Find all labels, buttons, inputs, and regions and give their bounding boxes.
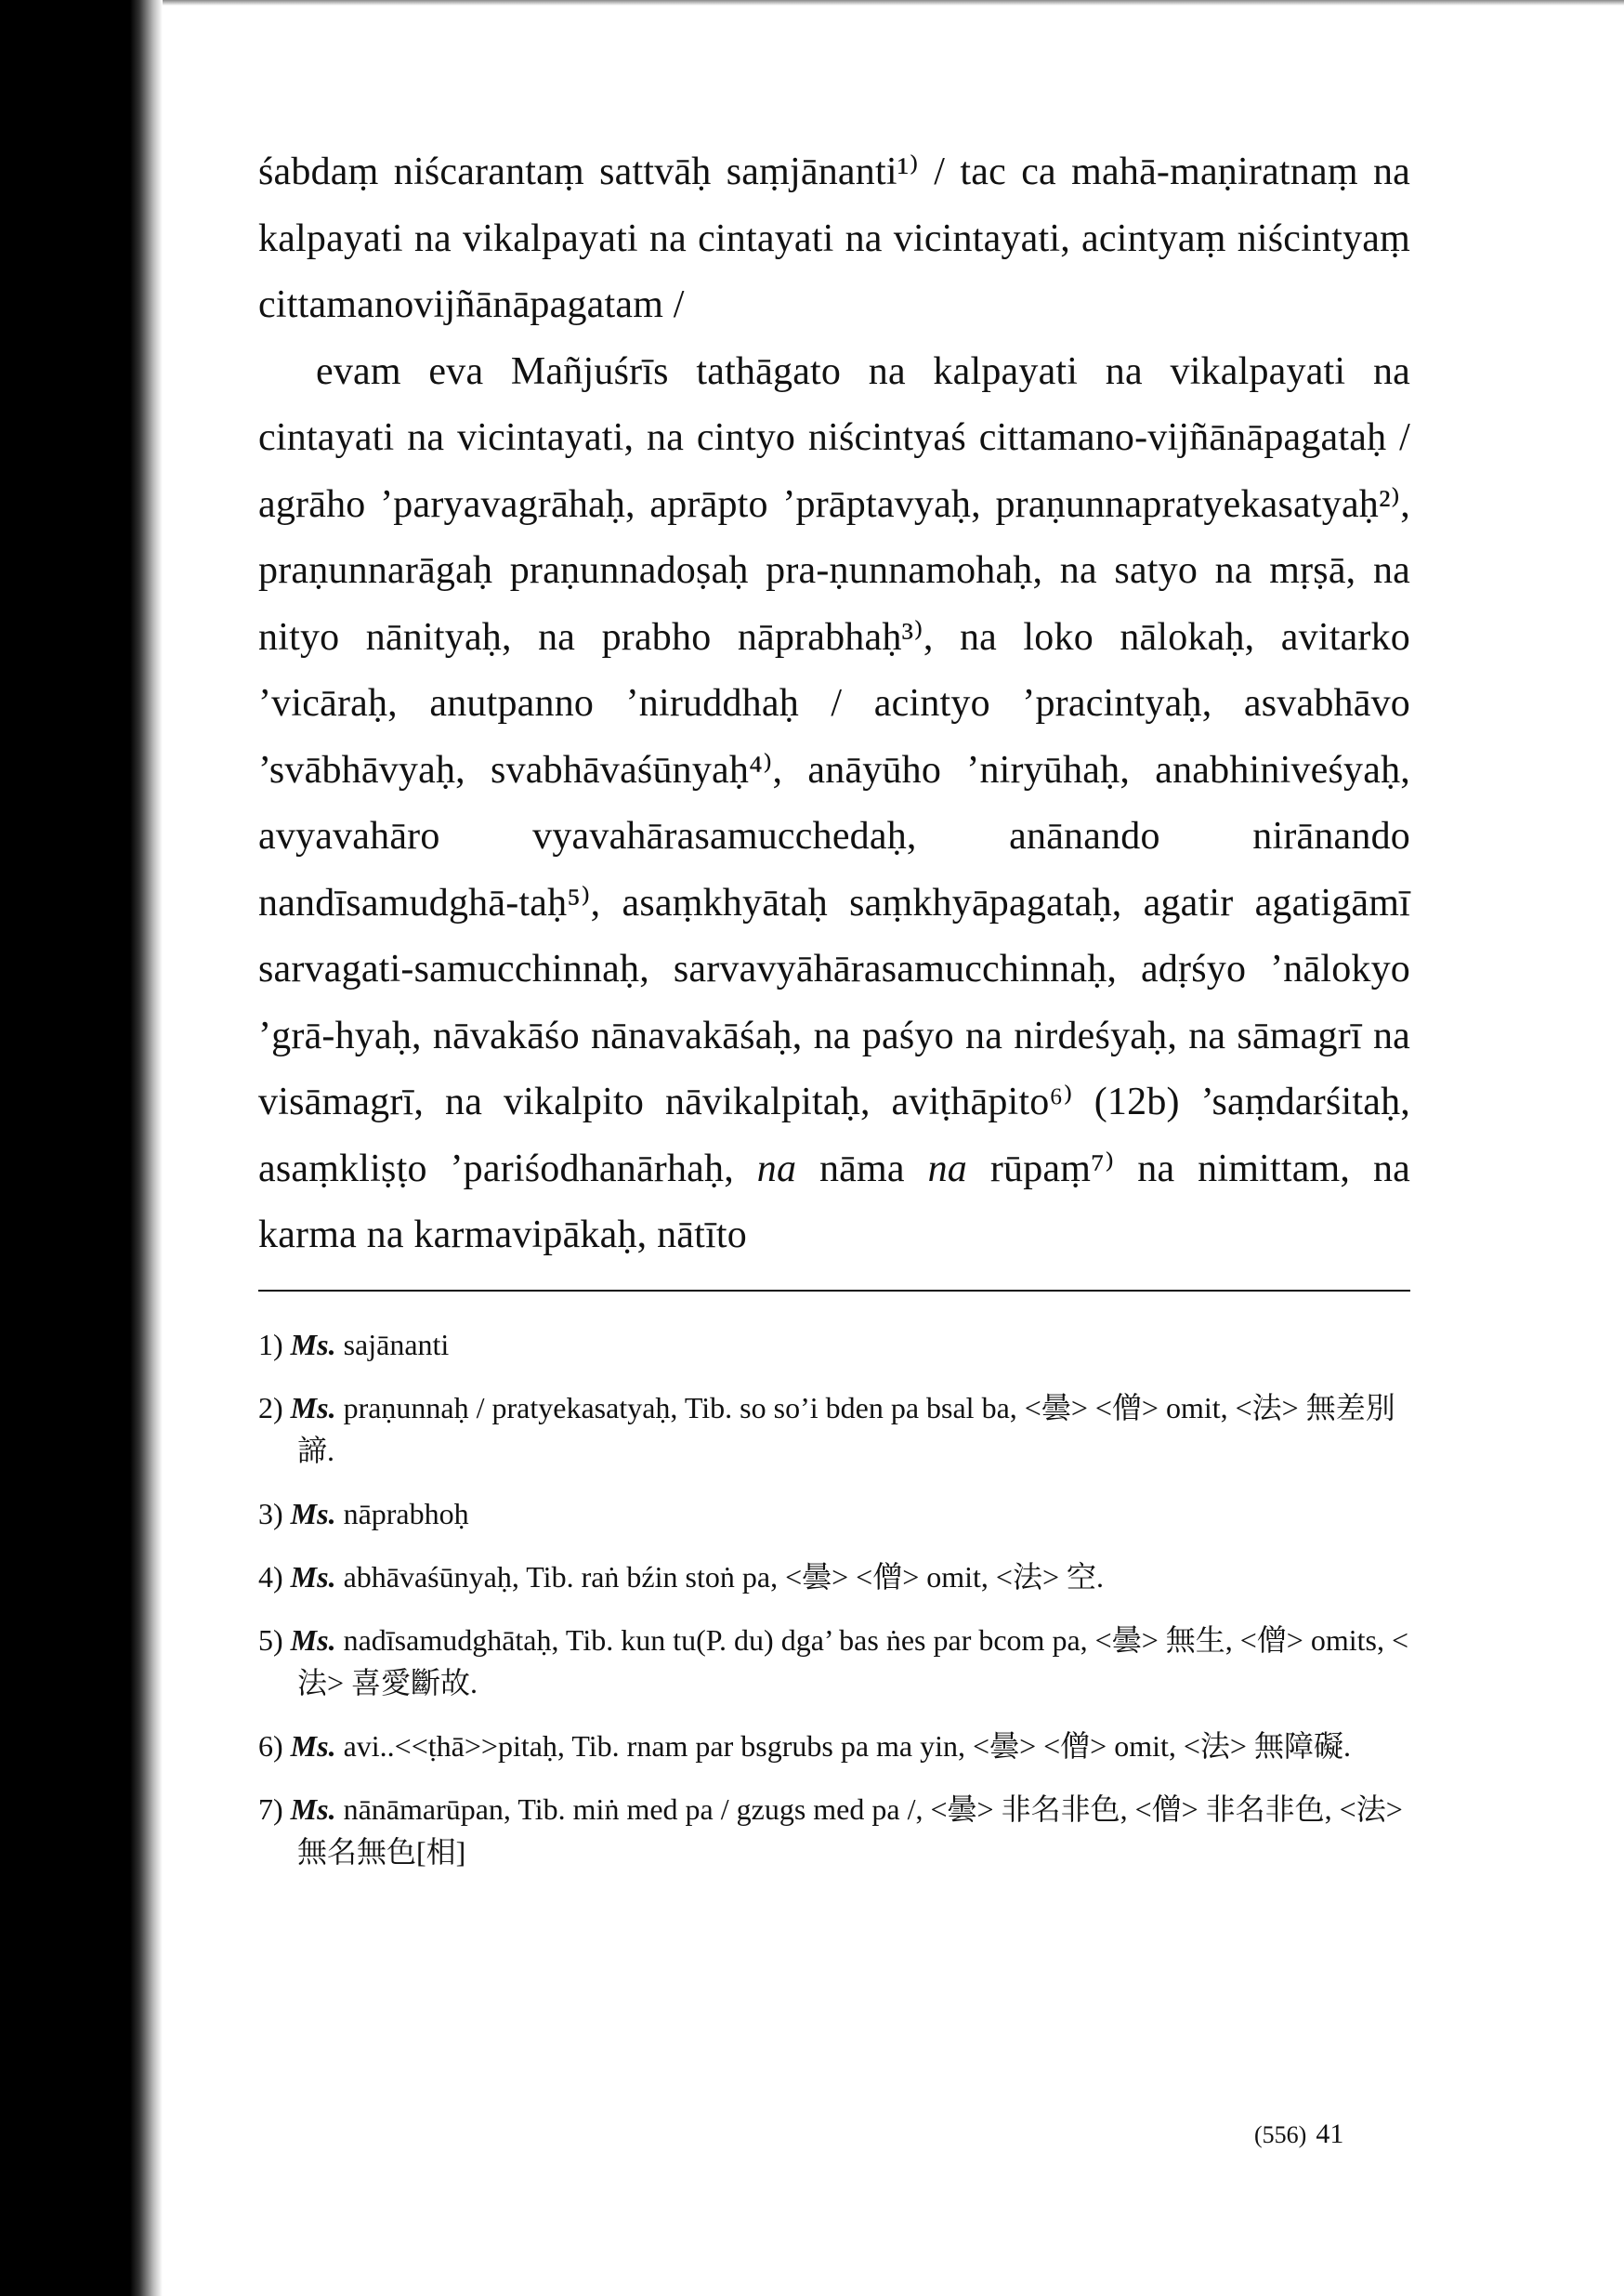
paragraph-2 — [258, 339, 1410, 1269]
footnote-ms: Ms. — [290, 1327, 336, 1361]
footnote-5 — [258, 1619, 1410, 1704]
footnote-text: nānāmarūpan, Tib. miṅ med pa / gzugs med pa /, <曇> 非名非色, <僧> 非名非色, <法> 無名無色[相] — [297, 1791, 1403, 1869]
footnote-text: avi..<<ṭhā>>pitaḥ, Tib. rnam par bsgrubs pa ma yin, <曇> <僧> omit, <法> 無障礙. — [343, 1728, 1351, 1763]
page-content — [258, 139, 1410, 1894]
footnote-4 — [258, 1555, 1410, 1598]
footnote-number: 2) — [258, 1390, 283, 1424]
footnote-6 — [258, 1725, 1410, 1767]
paragraph-2-body: evam eva Mañjuśrīs tathāgato na kalpayati na vikalpayati na cintayati na vicintayati, na cintyo niścintyaś cittamano-vijñānāpagataḥ / agrāho ’paryavagrāhaḥ, aprāpto ’prāptavyaḥ, praṇunnapratyekasatyaḥ²⁾, praṇunnarāgaḥ praṇunnadoṣaḥ pra-ṇunnamohaḥ, na satyo na mṛṣā, na nityo nānityaḥ, na prabho nāprabhaḥ³⁾, na loko nālokaḥ, avitarko ’vicāraḥ, anutpanno ’niruddhaḥ / acintyo ’pracintyaḥ, asvabhāvo ’svābhāvyaḥ, svabhāvaśūnyaḥ⁴⁾, anāyūho ’niryūhaḥ, anabhiniveśyaḥ, avyavahāro vyavahārasamucchedaḥ, anānando nirānando nandīsamudghā-taḥ⁵⁾, asaṃkhyātaḥ saṃkhyāpagataḥ, agatir agatigāmī sarvagati-samucchinnaḥ, sarvavyāhārasamucchinnaḥ, adṛśyo ’nālokyo ’grā-hyaḥ, nāvakāśo nānavakāśaḥ, na paśyo na nirdeśyaḥ, na sāmagrī na visāmagrī, na vikalpito nāvikalpitaḥ, aviṭhāpito⁶⁾ (12b) ’saṃdarśitaḥ, asaṃkliṣṭo ’pariśodhanārhaḥ, — [258, 349, 1410, 1190]
footnote-ms: Ms. — [290, 1622, 336, 1657]
footnote-text: nāprabhoḥ — [343, 1496, 469, 1530]
footnote-number: 3) — [258, 1496, 283, 1530]
footnote-text: abhāvaśūnyaḥ, Tib. raṅ bźin stoṅ pa, <曇> <僧> omit, <法> 空. — [343, 1559, 1105, 1594]
footnote-text: sajānanti — [343, 1327, 450, 1361]
footnote-divider — [258, 1290, 1410, 1292]
main-text — [258, 139, 1410, 1269]
footnote-number: 1) — [258, 1327, 283, 1361]
footnote-number: 5) — [258, 1622, 283, 1657]
scan-top-edge — [163, 0, 1624, 6]
footnotes — [258, 1323, 1410, 1873]
footnote-3 — [258, 1492, 1410, 1535]
footnote-ms: Ms. — [290, 1791, 336, 1826]
page-number-original: (556) — [1254, 2121, 1307, 2148]
footnote-7 — [258, 1788, 1410, 1873]
footnote-number: 7) — [258, 1791, 283, 1826]
footnote-ms: Ms. — [290, 1496, 336, 1530]
footnote-ms: Ms. — [290, 1390, 336, 1424]
footnote-ms: Ms. — [290, 1728, 336, 1763]
footnote-1 — [258, 1323, 1410, 1366]
footnote-text: praṇunnaḥ / pratyekasatyaḥ, Tib. so so’i bden pa bsal ba, <曇> <僧> omit, <法> 無差別諦. — [297, 1390, 1395, 1467]
page-number — [1254, 2119, 1343, 2150]
footnote-text: nadīsamudghātaḥ, Tib. kun tu(P. du) dga’ bas ṅes par bcom pa, <曇> 無生, <僧> omits, <法> 喜愛斷故. — [297, 1622, 1409, 1699]
footnote-2 — [258, 1386, 1410, 1472]
paragraph-2-nama: nāma — [819, 1147, 905, 1190]
paragraph-2-italic-na-1: na — [756, 1147, 797, 1190]
paragraph-2-italic-na-2: na — [927, 1147, 967, 1190]
page-number-current: 41 — [1316, 2119, 1344, 2149]
footnote-number: 4) — [258, 1559, 283, 1594]
paragraph-1: śabdaṃ niścarantaṃ sattvāḥ saṃjānanti¹⁾ / tac ca mahā-maṇiratnaṃ na kalpayati na vikalpayati na cintayati na vicintayati, acintyaṃ niścintyaṃ cittamanovijñānāpagatam / — [258, 151, 1410, 326]
footnote-ms: Ms. — [290, 1559, 336, 1594]
paragraph-2-end: rūpaṃ⁷⁾ na nimittam, na karma na karmavipākaḥ, nātīto — [258, 1147, 1410, 1256]
scan-black-edge — [0, 0, 163, 2296]
footnote-number: 6) — [258, 1728, 283, 1763]
